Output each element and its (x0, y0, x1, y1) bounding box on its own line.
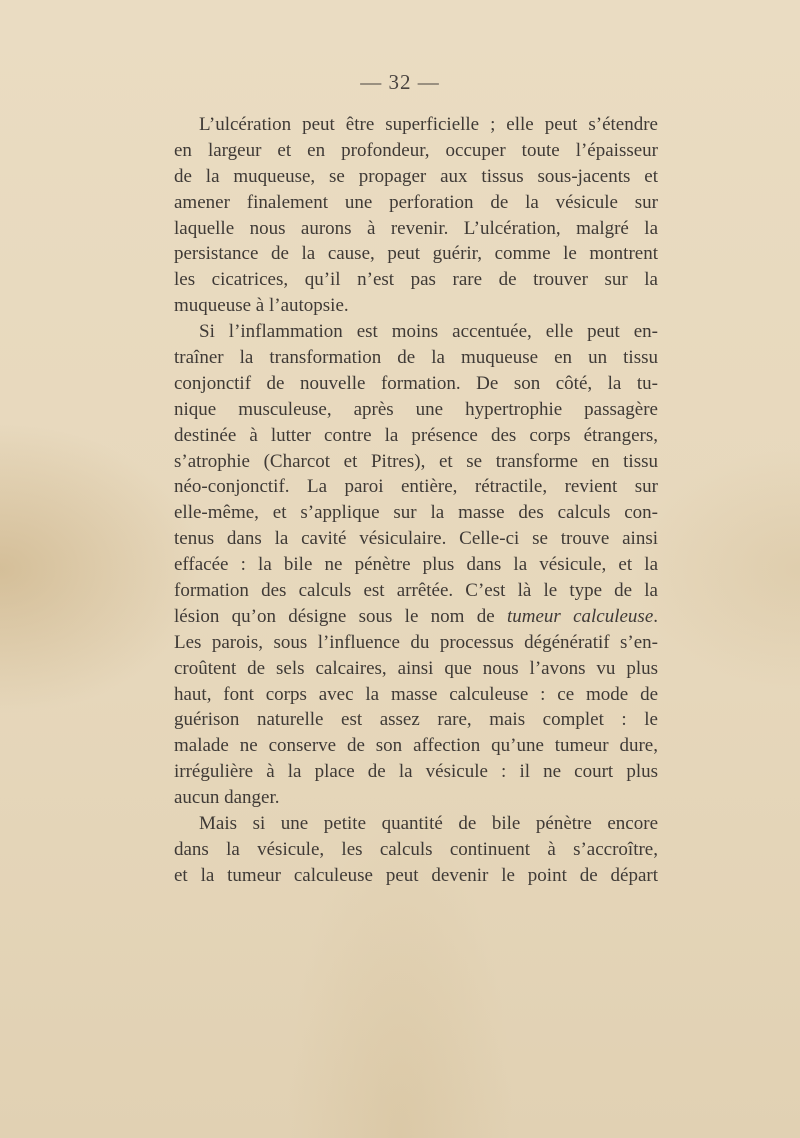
text-line: conjonctif de nouvelle formation. De son côté, la tu- (174, 372, 658, 394)
text-line: dans la vésicule, les calculs continuent à s’accroître, (174, 838, 658, 860)
text-line: elle-même, et s’applique sur la masse des calculs con- (174, 502, 658, 524)
text-line: Si l’inflammation est moins accentuée, elle peut en- (199, 321, 658, 343)
text-line: néo-conjonctif. La paroi entière, rétractile, revient sur (174, 476, 658, 498)
text-line: laquelle nous aurons à revenir. L’ulcération, malgré la (174, 217, 658, 239)
text-line: persistance de la cause, peut guérir, comme le montrent (174, 243, 658, 265)
text-line: effacée : la bile ne pénètre plus dans la vésicule, et la (174, 554, 658, 576)
page-number: — 32 — (360, 70, 440, 94)
text-line: tenus dans la cavité vésiculaire. Celle-ci se trouve ainsi (174, 528, 658, 550)
emphasized-term: tumeur calculeuse (506, 605, 654, 627)
text-line: haut, font corps avec la masse calculeuse : ce mode de (174, 683, 658, 705)
text-line: formation des calculs est arrêtée. C’est là le type de la (174, 580, 658, 602)
text-line: irrégulière à la place de la vésicule : il ne court plus (174, 761, 658, 783)
text-line: destinée à lutter contre la présence des corps étrangers, (174, 424, 658, 446)
text-line: les cicatrices, qu’il n’est pas rare de trouver sur la (174, 269, 658, 291)
text-line: traîner la transformation de la muqueuse en un tissu (174, 347, 658, 369)
text-line: L’ulcération peut être superficielle ; elle peut s’étendre (199, 114, 658, 135)
text-line: croûtent de sels calcaires, ainsi que nous l’avons vu plus (174, 657, 658, 679)
text-line: et la tumeur calculeuse peut devenir le point de départ (174, 864, 658, 886)
text-line: Les parois, sous l’influence du processus dégénératif s’en- (174, 631, 658, 653)
text-line: nique musculeuse, après une hypertrophie passagère (174, 398, 658, 420)
text-line: malade ne conserve de son affection qu’une tumeur dure, (174, 735, 658, 757)
text-line: muqueuse à l’autopsie. (174, 295, 349, 317)
text-line: de la muqueuse, se propager aux tissus sous-jacents et (174, 165, 658, 187)
body-text (174, 112, 658, 889)
text-line: aucun danger. (174, 787, 280, 809)
text-line: guérison naturelle est assez rare, mais complet : le (174, 709, 658, 731)
text-line: s’atrophie (Charcot et Pitres), et se transforme en tissu (174, 450, 658, 472)
text-line: lésion qu’on désigne sous le nom de tumeur calculeuse. (174, 605, 658, 627)
text-line: amener finalement une perforation de la vésicule sur (174, 191, 658, 213)
text-line: Mais si une petite quantité de bile pénètre encore (199, 813, 658, 835)
text-line: en largeur et en profondeur, occuper toute l’épaisseur (174, 139, 658, 161)
